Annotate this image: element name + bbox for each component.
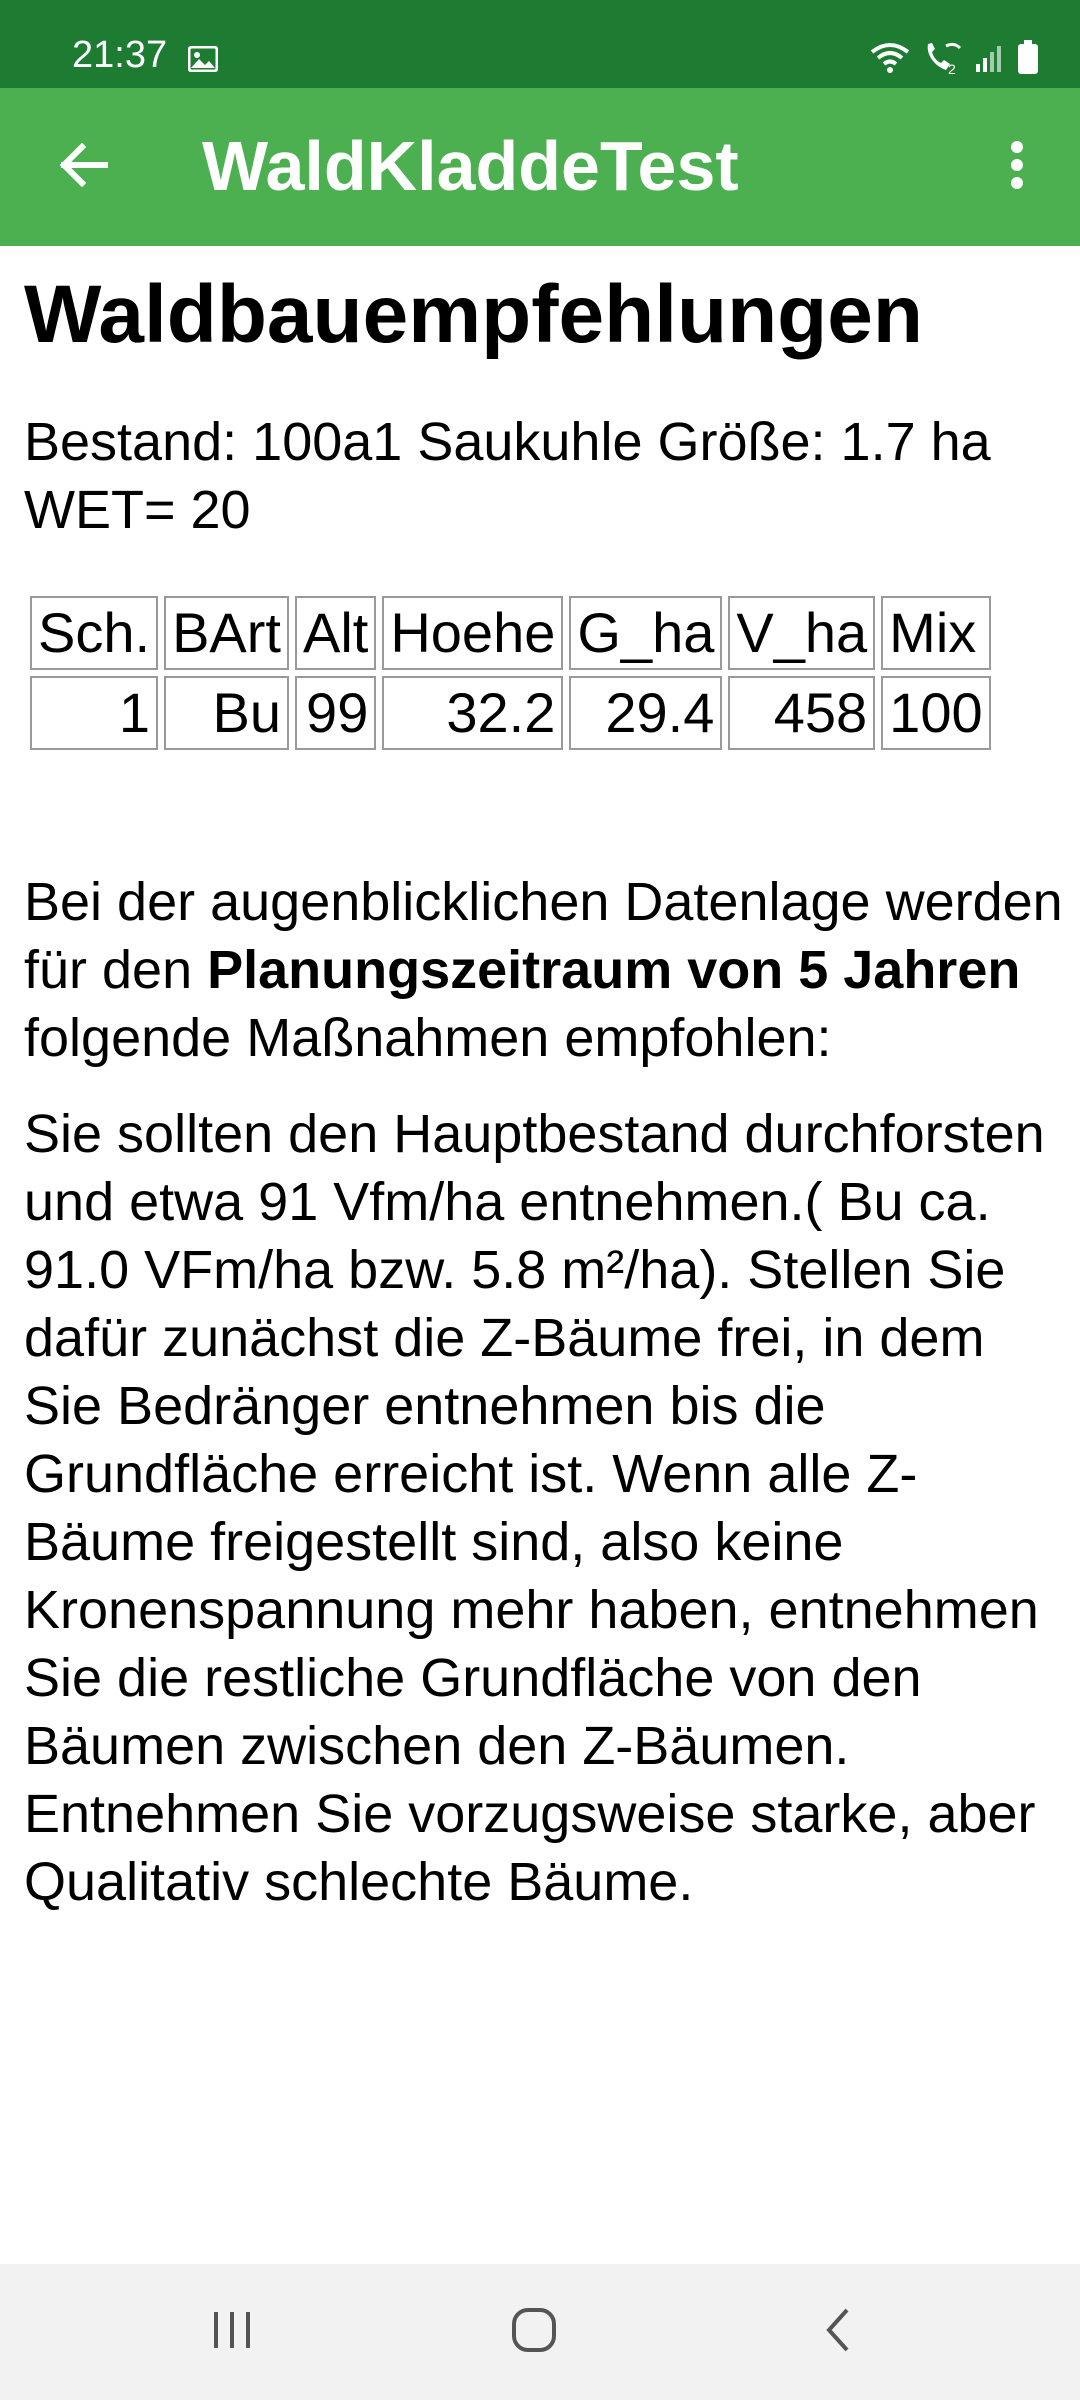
cell-v-ha: 458 bbox=[728, 676, 875, 750]
cell-bart: Bu bbox=[164, 676, 289, 750]
cell-hoehe: 32.2 bbox=[382, 676, 563, 750]
wifi-calling-icon bbox=[922, 40, 962, 76]
image-icon bbox=[188, 46, 218, 72]
cell-g-ha: 29.4 bbox=[569, 676, 722, 750]
stand-line-1: Bestand: 100a1 Saukuhle Größe: 1.7 ha bbox=[24, 412, 991, 473]
header-hoehe: Hoehe bbox=[382, 596, 563, 670]
home-button[interactable] bbox=[494, 2298, 574, 2366]
status-time: 21:37 bbox=[72, 34, 168, 76]
more-vert-icon bbox=[1010, 140, 1024, 195]
intro-text-post: folgende Maßnahmen empfohlen: bbox=[24, 1008, 832, 1069]
header-mix: Mix bbox=[881, 596, 990, 670]
overflow-menu-button[interactable] bbox=[980, 130, 1054, 204]
recommendation-intro bbox=[24, 868, 1064, 1072]
content bbox=[24, 258, 1064, 1916]
intro-text-pre: Bei der augenblicklichen Datenlage werden für den bbox=[24, 872, 1063, 1001]
cell-alt: 99 bbox=[295, 676, 376, 750]
cell-mix: 100 bbox=[881, 676, 990, 750]
wifi-icon bbox=[870, 42, 910, 74]
recent-apps-icon bbox=[210, 2310, 254, 2355]
recommendation-text: Sie sollten den Hauptbestand durchforsten und etwa 91 Vfm/ha entnehmen.( Bu ca. 91.0 VFm/ha bzw. 5.8 m²/ha). Stellen Sie dafür zunächst die Z-Bäume frei, in dem Sie Bedränger entnehmen bis die Grundfläche erreicht ist. Wenn alle Z-Bäume freigestellt sind, also keine Kronenspannung mehr haben, entnehmen Sie die restliche Grundfläche von den Bäumen zwischen den Z-Bäumen. Entnehmen Sie vorzugsweise starke, aber Qualitativ schlechte Bäume. bbox=[24, 1104, 1045, 1913]
stand-info bbox=[24, 408, 1064, 544]
header-g-ha: G_ha bbox=[569, 596, 722, 670]
status-icons bbox=[870, 38, 1040, 78]
nav-back-button[interactable] bbox=[798, 2298, 878, 2366]
back-nav-icon bbox=[823, 2306, 853, 2359]
back-button[interactable] bbox=[46, 130, 120, 204]
arrow-back-icon bbox=[58, 143, 108, 192]
header-sch: Sch. bbox=[30, 596, 158, 670]
home-icon bbox=[510, 2306, 558, 2359]
signal-icon bbox=[974, 42, 1004, 74]
battery-icon bbox=[1016, 40, 1040, 76]
page-title: Waldbauempfehlungen bbox=[24, 269, 923, 360]
cell-sch: 1 bbox=[30, 676, 158, 750]
table-row bbox=[30, 676, 991, 750]
status-bar bbox=[0, 0, 1080, 88]
header-bart: BArt bbox=[164, 596, 289, 670]
header-v-ha: V_ha bbox=[728, 596, 875, 670]
header-alt: Alt bbox=[295, 596, 376, 670]
system-nav-bar bbox=[0, 2264, 1080, 2400]
app-title: WaldKladdeTest bbox=[202, 127, 739, 205]
recent-apps-button[interactable] bbox=[192, 2298, 272, 2366]
svg-text:2: 2 bbox=[948, 61, 956, 76]
app-bar bbox=[0, 88, 1080, 246]
table-header-row bbox=[30, 596, 991, 670]
stand-table bbox=[24, 590, 997, 756]
planning-period: Planungszeitraum von 5 Jahren bbox=[207, 940, 1021, 1001]
stand-line-2: WET= 20 bbox=[24, 480, 251, 541]
